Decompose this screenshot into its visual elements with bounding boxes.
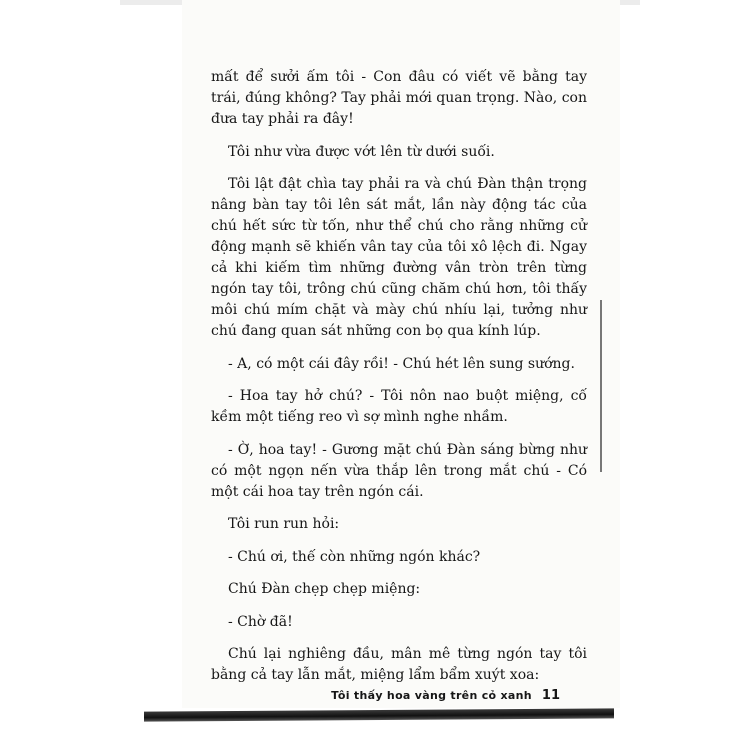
- page-edge-shadow: [600, 300, 602, 472]
- paragraph: Tôi như vừa được vớt lên từ dưới suối.: [228, 143, 495, 160]
- scan-bottom-edge: [144, 708, 614, 721]
- body-text: [211, 67, 587, 698]
- paragraph: - Hoa tay hở chú? - Tôi nôn nao buột miệng, cố kềm một tiếng reo vì sợ mình nghe nhầm.: [211, 388, 587, 425]
- paragraph: mất để sưởi ấm tôi - Con đâu có viết vẽ bằng tay trái, đúng không? Tay phải mới quan trọng. Nào, con đưa tay phải ra đây!: [211, 69, 587, 127]
- paragraph: - Chú ơi, thế còn những ngón khác?: [228, 548, 481, 565]
- page-number: 11: [541, 688, 560, 703]
- paragraph: Tôi lật đật chìa tay phải ra và chú Đàn thận trọng nâng bàn tay tôi lên sát mắt, lần này động tác của chú hết sức từ tốn, như thể chú cho rằng những cử động mạnh sẽ khiến vân tay của tôi xô lệch đi. Ngay cả khi kiếm tìm những đường vân tròn trên từng ngón tay tôi, trông chú cũng chăm chú hơn, tôi thấy môi chú mím chặt và mày chú nhíu lại, tưởng như chú đang quan sát những con bọ qua kính lúp.: [211, 176, 587, 339]
- page-footer: [310, 688, 560, 703]
- paragraph: Tôi run run hỏi:: [228, 516, 340, 532]
- paragraph: - Ờ, hoa tay! - Gương mặt chú Đàn sáng bừng như có một ngọn nến vừa thắp lên trong mắt chú - Có một cái hoa tay trên ngón cái.: [211, 441, 587, 500]
- running-title: Tôi thấy hoa vàng trên cỏ xanh: [331, 689, 532, 702]
- paragraph: Chú lại nghiêng đầu, mân mê từng ngón tay tôi bằng cả tay lẫn mắt, miệng lẩm bẩm xuýt xoa:: [211, 646, 587, 683]
- paragraph: - Chờ đã!: [228, 613, 293, 630]
- paragraph: - A, có một cái đây rồi! - Chú hét lên sung sướng.: [228, 355, 575, 372]
- paragraph: Chú Đàn chẹp chẹp miệng:: [228, 581, 421, 597]
